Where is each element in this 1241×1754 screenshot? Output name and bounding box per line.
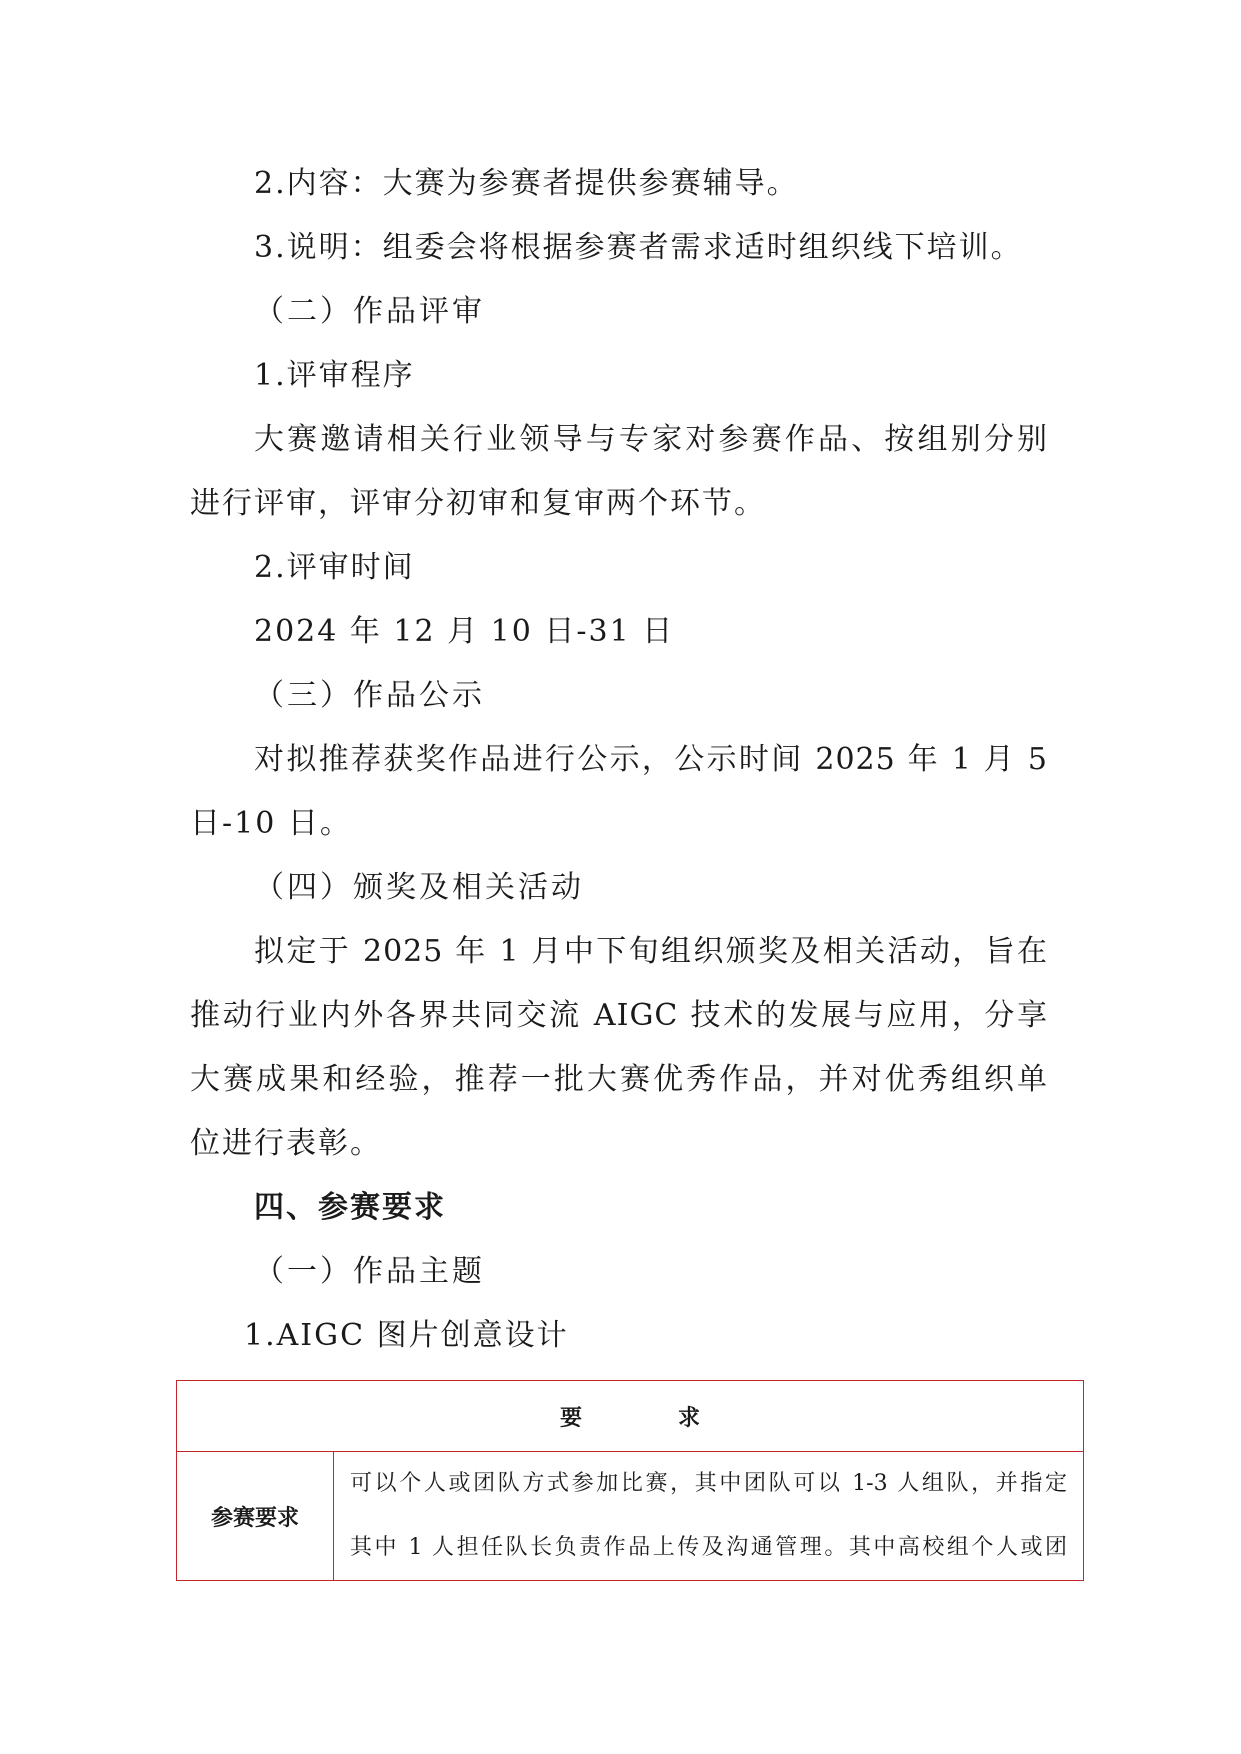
header-char-right: 求: [678, 1405, 701, 1431]
paragraph-awards-line2: 推动行业内外各界共同交流 AIGC 技术的发展与应用，分享: [190, 998, 1048, 1033]
paragraph-review-line1: 大赛邀请相关行业领导与专家对参赛作品、按组别分别: [254, 422, 1048, 457]
review-time-value: 2024 年 12 月 10 日-31 日: [254, 614, 675, 649]
row-text-line2: 其中 1 人担任队长负责作品上传及沟通管理。其中高校组个人或团: [350, 1535, 1067, 1560]
table-header-cell: [177, 1381, 1084, 1452]
section-heading-publicity: （三）作品公示: [254, 678, 485, 713]
row-label-cell: 参赛要求: [177, 1452, 334, 1581]
paragraph-content: 2.内容：大赛为参赛者提供参赛辅导。: [254, 166, 799, 201]
paragraph-awards-line1: 拟定于 2025 年 1 月中下旬组织颁奖及相关活动，旨在: [254, 934, 1048, 969]
paragraph-publicity-line2: 日-10 日。: [190, 806, 352, 841]
section-heading-theme: （一）作品主题: [254, 1254, 485, 1289]
chapter-heading-requirements: 四、参赛要求: [254, 1190, 446, 1225]
header-char-left: 要: [559, 1405, 582, 1431]
paragraph-review-line2: 进行评审，评审分初审和复审两个环节。: [190, 486, 766, 521]
item-aigc-image-design: 1.AIGC 图片创意设计: [244, 1318, 569, 1353]
table-header-row: [177, 1381, 1084, 1452]
requirements-table: [176, 1380, 1084, 1581]
paragraph-publicity-line1: 对拟推荐获奖作品进行公示，公示时间 2025 年 1 月 5: [254, 742, 1048, 777]
paragraph-awards-line3: 大赛成果和经验，推荐一批大赛优秀作品，并对优秀组织单: [190, 1062, 1048, 1097]
paragraph-note: 3.说明：组委会将根据参赛者需求适时组织线下培训。: [254, 230, 1023, 265]
row-text-line1: 可以个人或团队方式参加比赛，其中团队可以 1-3 人组队，并指定: [350, 1471, 1067, 1496]
section-heading-awards: （四）颁奖及相关活动: [254, 870, 584, 905]
table-row: [177, 1452, 1084, 1581]
item-review-time: 2.评审时间: [254, 550, 415, 585]
section-heading-review: （二）作品评审: [254, 294, 485, 329]
row-text-cell: [334, 1452, 1084, 1581]
paragraph-awards-line4: 位进行表彰。: [190, 1126, 382, 1161]
item-review-procedure: 1.评审程序: [254, 358, 415, 393]
